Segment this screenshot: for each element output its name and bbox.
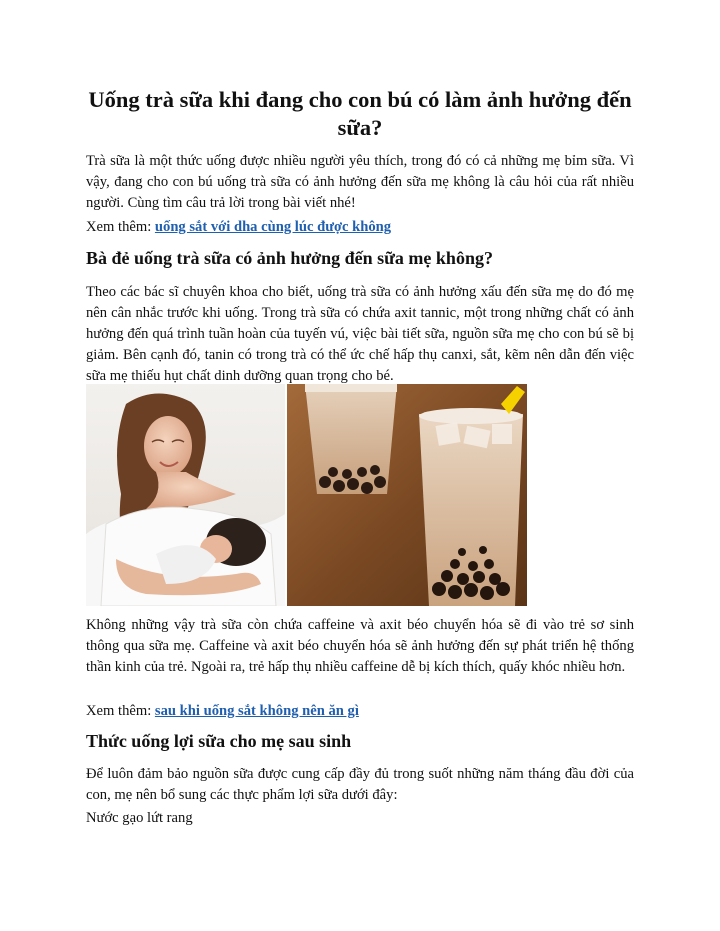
section-heading-1: Bà đẻ uống trà sữa có ảnh hưởng đến sữa mẹ không?: [86, 248, 493, 268]
article-title: Uống trà sữa khi đang cho con bú có làm ảnh hưởng đến sữa?: [88, 87, 632, 140]
see-also-1: [86, 217, 634, 238]
breastfeeding-mother-photo: [86, 384, 285, 606]
breastfeeding-mother-illustration: [86, 384, 285, 606]
bubble-milk-tea-photo: [287, 384, 527, 606]
paragraph-1: Theo các bác sĩ chuyên khoa cho biết, uống trà sữa có ảnh hưởng xấu đến sữa mẹ do đó mẹ nên cân nhắc trước khi uống. Trong trà sữa có chứa axit tannic, một trong những chất có ảnh hưởng đến quá trình tuần hoàn của tuyến vú, việc bài tiết sữa, nguồn sữa mẹ cho con bú sẽ bị giảm. Bên cạnh đó, tanin có trong trà có thể ức chế hấp thụ canxi, sắt, kẽm nên dẫn đến việc sữa mẹ thiếu hụt chất dinh dưỡng quan trọng cho bé.: [86, 284, 634, 384]
see-also-prefix: Xem thêm:: [86, 219, 155, 235]
bubble-milk-tea-illustration: [287, 384, 527, 606]
paragraph-2: Không những vậy trà sữa còn chứa caffeine và axit béo chuyển hóa sẽ đi vào trẻ sơ sinh thông qua sữa mẹ. Caffeine và axit béo chuyển hóa sẽ ảnh hưởng đến sự phát triển hệ thống thần kinh của trẻ. Ngoài ra, trẻ hấp thụ nhiều caffeine dễ bị kích thích, quấy khóc nhiều hơn.: [86, 617, 634, 675]
intro-paragraph: Trà sữa là một thức uống được nhiều người yêu thích, trong đó có cả những mẹ bỉm sữa. Vì vậy, đang cho con bú uống trà sữa có ảnh hưởng đến sữa mẹ không là câu hỏi của rất nhiều người. Cùng tìm câu trả lời trong bài viết nhé!: [86, 153, 634, 211]
see-also-link-2[interactable]: sau khi uống sắt không nên ăn gì: [154, 703, 359, 719]
paragraph-3: Để luôn đảm bảo nguồn sữa được cung cấp đầy đủ trong suốt những năm tháng đầu đời của con, mẹ nên bổ sung các thực phẩm lợi sữa dưới đây:: [86, 766, 634, 803]
see-also-2: [86, 701, 634, 722]
see-also-prefix: Xem thêm:: [86, 703, 155, 719]
see-also-link-1[interactable]: uống sắt với dha cùng lúc được không: [154, 219, 392, 235]
section-heading-2: Thức uống lợi sữa cho mẹ sau sinh: [86, 731, 352, 751]
paragraph-4: Nước gạo lứt rang: [86, 810, 193, 826]
